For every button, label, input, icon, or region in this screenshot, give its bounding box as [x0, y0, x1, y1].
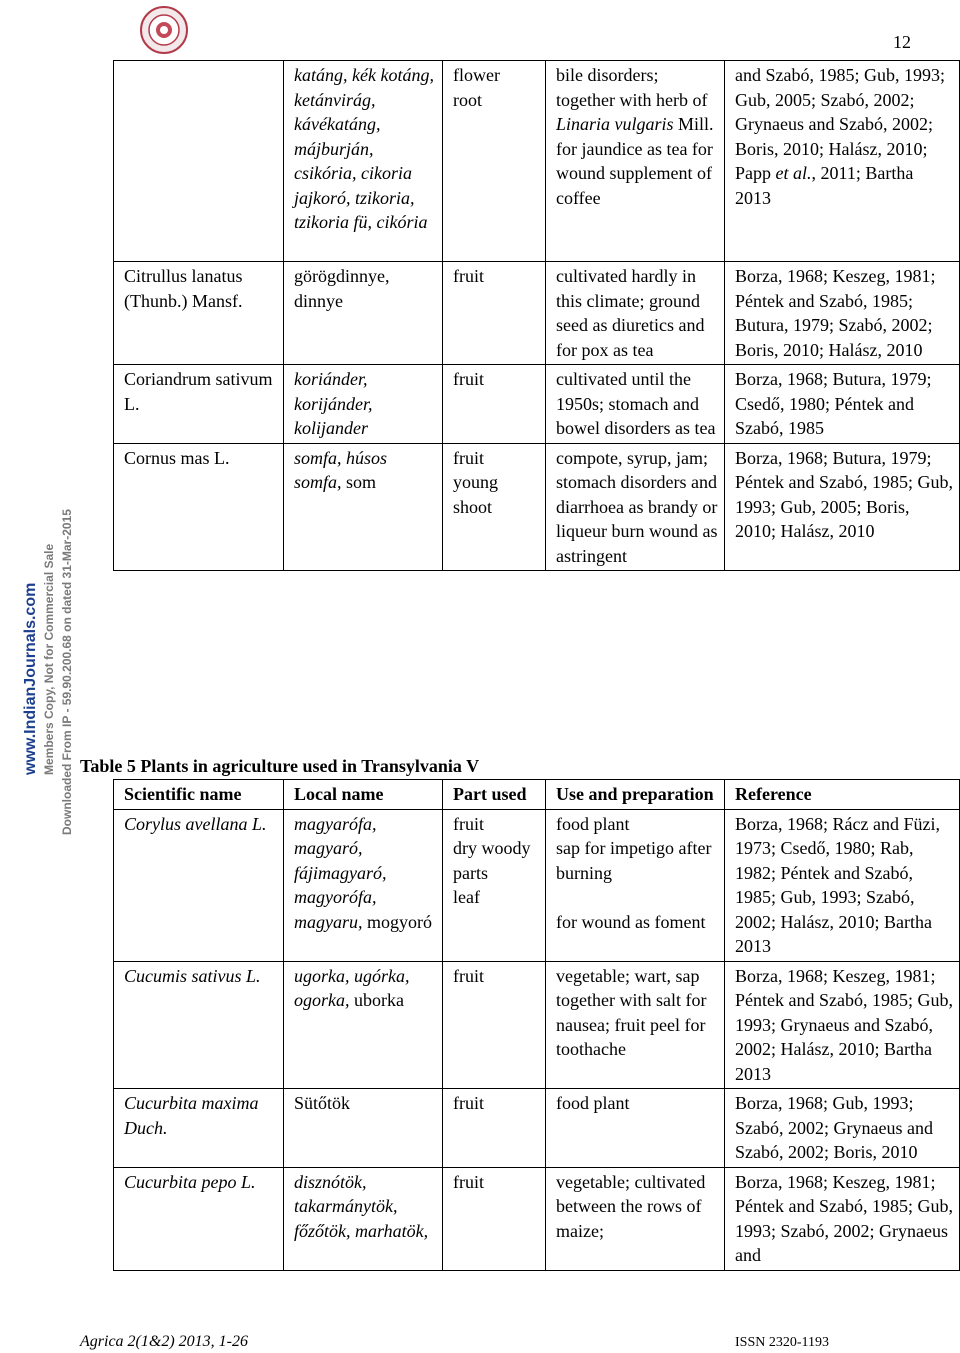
cell-scientific — [114, 61, 284, 262]
table-row — [114, 61, 960, 262]
cell-local-name: Sütőtök — [284, 1089, 443, 1168]
cell-part-used: flower root — [443, 61, 546, 262]
table-row — [114, 809, 960, 961]
table-5-caption: Table 5 Plants in agriculture used in Transylvania V — [80, 756, 480, 776]
cell-part-used: fruit — [443, 365, 546, 444]
cell-reference: Borza, 1968; Butura, 1979; Péntek and Szabó, 1985; Gub, 1993; Gub, 2005; Boris, 2010; Halász, 2010 — [725, 443, 960, 571]
cell-reference: Borza, 1968; Keszeg, 1981; Péntek and Szabó, 1985; Butura, 1979; Szabó, 2002; Boris, 2010; Halász, 2010 — [725, 262, 960, 365]
header-scientific-name: Scientific name — [114, 780, 284, 810]
cell-use: vegetable; cultivated between the rows of maize; — [546, 1167, 725, 1270]
cell-use: compote, syrup, jam; stomach disorders and diarrhoea as brandy or liqueur burn wound as astringent — [546, 443, 725, 571]
table-5 — [113, 779, 960, 1271]
cell-part-used: fruit — [443, 262, 546, 365]
cell-local-name: ugorka, ugórka, ogorka, uborka — [284, 961, 443, 1089]
header-use: Use and preparation — [546, 780, 725, 810]
header-part-used: Part used — [443, 780, 546, 810]
cell-part-used: fruit — [443, 961, 546, 1089]
cell-local-name: magyarófa, magyaró, fájimagyaró, magyorófa, magyaru, mogyoró — [284, 809, 443, 961]
journal-seal-logo — [140, 6, 188, 54]
cell-part-used: fruit — [443, 1167, 546, 1270]
cell-part-used: fruit — [443, 1089, 546, 1168]
footer-journal-citation: Agrica 2(1&2) 2013, 1-26 — [80, 1333, 248, 1350]
footer-issn: ISSN 2320-1193 — [735, 1335, 829, 1350]
download-watermark — [12, 509, 74, 840]
cell-local-name: koriánder, korijánder, kolijander — [284, 365, 443, 444]
cell-use: vegetable; wart, sap together with salt for nausea; fruit peel for toothache — [546, 961, 725, 1089]
table-row — [114, 1167, 960, 1270]
cell-scientific: Cornus mas L. — [114, 443, 284, 571]
cell-part-used: fruit dry woody parts leaf — [443, 809, 546, 961]
cell-scientific: Cucumis sativus L. — [114, 961, 284, 1089]
cell-use: cultivated hardly in this climate; ground seed as diuretics and for pox as tea — [546, 262, 725, 365]
cell-scientific: Cucurbita maxima Duch. — [114, 1089, 284, 1168]
watermark-download-note: Downloaded From IP - 59.90.200.68 on dated 31-Mar-2015 — [60, 509, 74, 835]
table-row — [114, 365, 960, 444]
cell-use: cultivated until the 1950s; stomach and bowel disorders as tea — [546, 365, 725, 444]
cell-scientific: Cucurbita pepo L. — [114, 1167, 284, 1270]
table-row — [114, 1089, 960, 1168]
cell-use: food plant sap for impetigo after burning for wound as foment — [546, 809, 725, 961]
cell-local-name: görögdinnye, dinnye — [284, 262, 443, 365]
table-4-continuation — [113, 60, 960, 571]
header-reference: Reference — [725, 780, 960, 810]
watermark-copy-note: Members Copy, Not for Commercial Sale — [42, 543, 56, 775]
cell-scientific: Citrullus lanatus (Thunb.) Mansf. — [114, 262, 284, 365]
cell-local-name: disznótök, takarmánytök, főzőtök, marhatök, — [284, 1167, 443, 1270]
table-row — [114, 262, 960, 365]
cell-scientific: Coriandrum sativum L. — [114, 365, 284, 444]
cell-reference: and Szabó, 1985; Gub, 1993; Gub, 2005; Szabó, 2002; Grynaeus and Szabó, 2002; Boris, 2010; Halász, 2010; Papp et al., 2011; Bartha 2013 — [725, 61, 960, 262]
cell-use: food plant — [546, 1089, 725, 1168]
table-row — [114, 443, 960, 571]
page-number: 12 — [893, 32, 911, 52]
cell-local-name: somfa, húsos somfa, som — [284, 443, 443, 571]
header-local-name: Local name — [284, 780, 443, 810]
table-row — [114, 961, 960, 1089]
watermark-site: www.IndianJournals.com — [22, 582, 39, 775]
cell-reference: Borza, 1968; Rácz and Füzi, 1973; Csedő, 1980; Rab, 1982; Péntek and Szabó, 1985; Gub, 1993; Szabó, 2002; Halász, 2010; Bartha 2013 — [725, 809, 960, 961]
cell-reference: Borza, 1968; Gub, 1993; Szabó, 2002; Grynaeus and Szabó, 2002; Boris, 2010 — [725, 1089, 960, 1168]
cell-use: bile disorders; together with herb of Linaria vulgaris Mill. for jaundice as tea for wound supplement of coffee — [546, 61, 725, 262]
cell-part-used: fruit young shoot — [443, 443, 546, 571]
cell-reference: Borza, 1968; Keszeg, 1981; Péntek and Szabó, 1985; Gub, 1993; Grynaeus and Szabó, 2002; Halász, 2010; Bartha 2013 — [725, 961, 960, 1089]
cell-local-name: katáng, kék kotáng, ketánvirág, kávékatáng, májburján, csikória, cikoria jajkoró, tzikoria, tzikoria fü, cikória — [284, 61, 443, 262]
cell-reference: Borza, 1968; Butura, 1979; Csedő, 1980; Péntek and Szabó, 1985 — [725, 365, 960, 444]
table-header-row — [114, 780, 960, 810]
cell-scientific: Corylus avellana L. — [114, 809, 284, 961]
cell-reference: Borza, 1968; Keszeg, 1981; Péntek and Szabó, 1985; Gub, 1993; Szabó, 2002; Grynaeus and — [725, 1167, 960, 1270]
